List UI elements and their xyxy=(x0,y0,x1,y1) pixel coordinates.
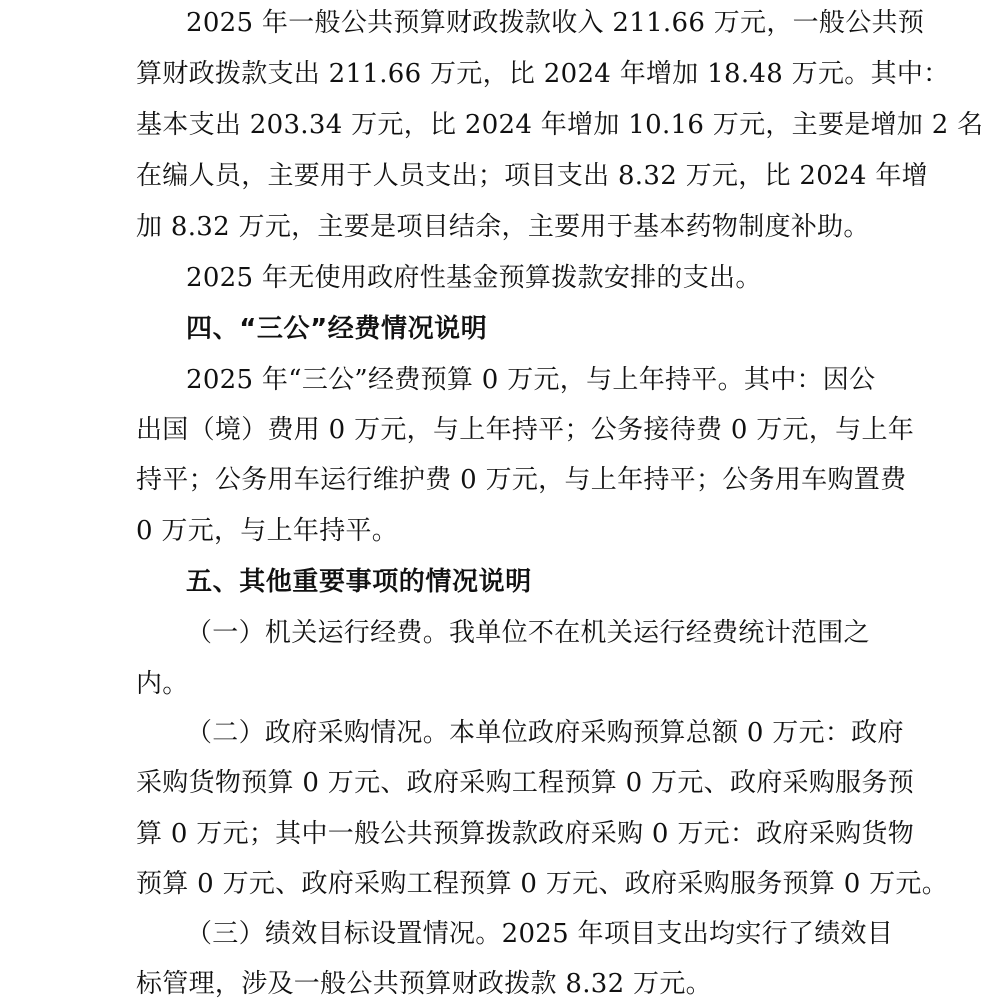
text-line: 出国（境）费用 0 万元，与上年持平；公务接待费 0 万元，与上年 xyxy=(136,415,915,445)
text-line: 基本支出 203.34 万元，比 2024 年增加 10.16 万元，主要是增加 2 名 xyxy=(136,110,984,140)
text-line: 算财政拨款支出 211.66 万元，比 2024 年增加 18.48 万元。其中： xyxy=(136,59,950,89)
text-line: （一）机关运行经费。我单位不在机关运行经费统计范围之 xyxy=(186,618,870,648)
text-line: （二）政府采购情况。本单位政府采购预算总额 0 万元：政府 xyxy=(186,718,904,748)
text-line: 预算 0 万元、政府采购工程预算 0 万元、政府采购服务预算 0 万元。 xyxy=(136,869,949,899)
text-line: 标管理，涉及一般公共预算财政拨款 8.32 万元。 xyxy=(136,969,712,999)
text-line: 算 0 万元；其中一般公共预算拨款政府采购 0 万元：政府采购货物 xyxy=(136,819,915,849)
text-line: 加 8.32 万元，主要是项目结余，主要用于基本药物制度补助。 xyxy=(136,212,870,242)
text-line: 0 万元，与上年持平。 xyxy=(136,516,399,546)
text-line: 采购货物预算 0 万元、政府采购工程预算 0 万元、政府采购服务预 xyxy=(136,768,915,798)
text-line: 持平；公务用车运行维护费 0 万元，与上年持平；公务用车购置费 xyxy=(136,465,907,495)
section-heading: 五、其他重要事项的情况说明 xyxy=(186,567,532,597)
text-line: 在编人员，主要用于人员支出；项目支出 8.32 万元，比 2024 年增 xyxy=(136,161,928,191)
section-heading: 四、“三公”经费情况说明 xyxy=(186,314,488,344)
text-line: （三）绩效目标设置情况。2025 年项目支出均实行了绩效目 xyxy=(186,919,894,949)
text-line: 2025 年无使用政府性基金预算拨款安排的支出。 xyxy=(186,263,762,293)
text-line: 2025 年一般公共预算财政拨款收入 211.66 万元，一般公共预 xyxy=(186,8,925,38)
text-line: 2025 年“三公”经费预算 0 万元，与上年持平。其中：因公 xyxy=(186,365,876,395)
text-line: 内。 xyxy=(136,669,189,699)
